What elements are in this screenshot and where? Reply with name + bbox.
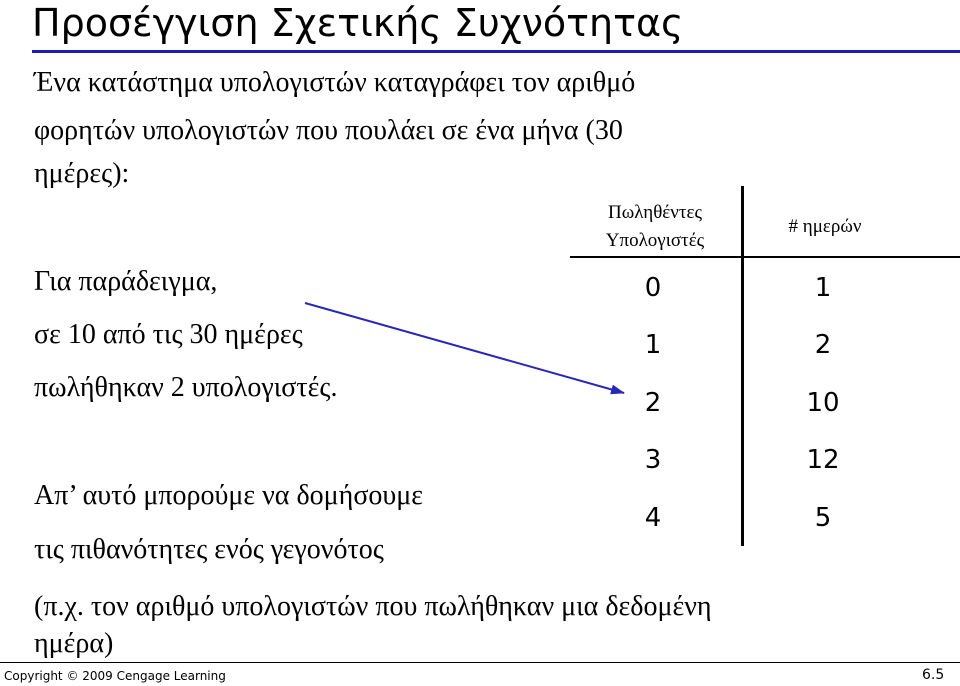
copyright-notice: Copyright © 2009 Cengage Learning [4, 669, 226, 683]
cell-sold-1: 1 [644, 330, 662, 360]
example-line-2: σε 10 από τις 30 ημέρες [34, 319, 303, 350]
header-sold-line-2: Υπολογιστές [605, 230, 705, 251]
note-line-1: (π.χ. τον αριθμό υπολογιστών που πωλήθηκαν μια δεδομένη [34, 591, 712, 622]
conclusion-line-2: τις πιθανότητες ενός γεγονότος [34, 534, 384, 565]
table-header-divider [570, 256, 960, 258]
example-line-3: πωλήθηκαν 2 υπολογιστές. [34, 372, 338, 403]
slide-title: Προσέγγιση Σχετικής Συχνότητας [32, 1, 684, 45]
intro-line-2: φορητών υπολογιστών που πουλάει σε ένα μήνα (30 [34, 115, 623, 146]
example-line-1: Για παράδειγμα, [34, 266, 218, 297]
intro-line-1: Ένα κατάστημα υπολογιστών καταγράφει τον αριθμό [34, 67, 636, 98]
header-sold-line-1: Πωληθέντες [607, 202, 703, 223]
intro-line-3: ημέρες): [34, 158, 130, 189]
page-number: 6.5 [922, 667, 945, 683]
cell-sold-0: 0 [644, 273, 662, 303]
arrow-shaft [305, 303, 624, 393]
cell-sold-3: 3 [644, 445, 662, 475]
cell-sold-4: 4 [644, 503, 662, 533]
note-line-2: ημέρα) [34, 628, 114, 659]
cell-days-1: 2 [814, 330, 832, 360]
footer-divider [0, 662, 960, 663]
cell-days-3: 12 [806, 445, 840, 475]
header-days: # ημερών [788, 216, 862, 237]
table-vertical-divider [741, 186, 744, 546]
cell-sold-2: 2 [644, 388, 662, 418]
conclusion-line-1: Απ’ αυτό μπορούμε να δομήσουμε [34, 480, 424, 511]
cell-days-0: 1 [814, 273, 832, 303]
cell-days-4: 5 [814, 503, 832, 533]
cell-days-2: 10 [806, 388, 840, 418]
